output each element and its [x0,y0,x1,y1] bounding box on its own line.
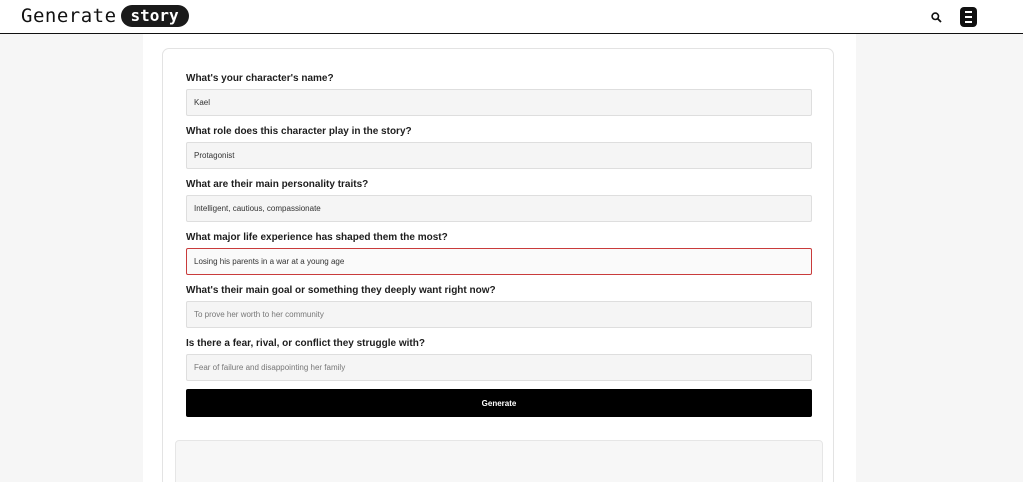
question-label: What's your character's name? [186,73,334,84]
field-role [186,125,812,169]
goal-input[interactable] [186,301,812,328]
logo-pill: story [121,5,189,27]
generate-button[interactable]: Generate [186,389,812,417]
question-label: Is there a fear, rival, or conflict they struggle with? [186,338,425,349]
story-output-area [175,440,823,482]
question-label: What role does this character play in the story? [186,126,412,137]
top-bar [0,0,1023,34]
field-name [186,72,812,116]
menu-icon-line [965,21,972,23]
menu-icon-line [965,16,972,18]
logo[interactable] [21,5,189,27]
question-label: What major life experience has shaped them the most? [186,232,448,243]
role-input[interactable] [186,142,812,169]
search-icon [931,12,942,23]
main-content [143,34,856,482]
menu-icon-line [965,11,972,13]
field-experience [186,231,812,275]
search-button[interactable] [927,8,945,26]
field-goal [186,284,812,328]
conflict-input[interactable] [186,354,812,381]
question-label: What are their main personality traits? [186,179,369,190]
traits-input[interactable] [186,195,812,222]
story-form-card [162,48,834,482]
field-conflict [186,337,812,381]
question-label: What's their main goal or something they deeply want right now? [186,285,496,296]
menu-button[interactable] [960,7,977,27]
experience-input[interactable] [186,248,812,275]
logo-word: Generate [21,5,117,27]
field-traits [186,178,812,222]
name-input[interactable] [186,89,812,116]
